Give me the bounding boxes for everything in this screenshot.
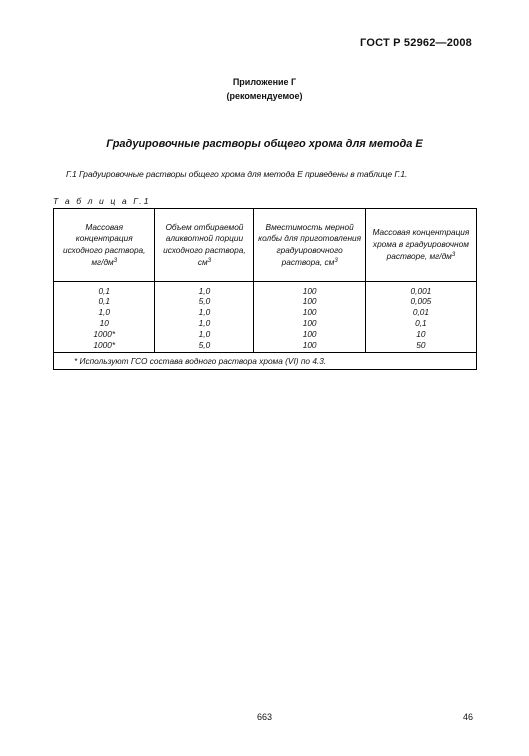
table-cell: 10	[416, 328, 426, 339]
table-cell: 1000*	[93, 339, 116, 350]
column-aliquot-volume-values	[155, 282, 254, 353]
standard-number: ГОСТ Р 52962—2008	[360, 37, 472, 49]
appendix-heading	[0, 75, 529, 103]
table-footnote: * Используют ГСО состава водного раствора хрома (VI) по 4.3.	[54, 353, 477, 370]
column-source-concentration-values	[54, 282, 155, 353]
table-cell: 0,001	[410, 285, 432, 296]
appendix-status: (рекомендуемое)	[226, 91, 303, 101]
column-flask-volume-values	[254, 282, 365, 353]
table-cell: 1,0	[98, 307, 110, 318]
table-cell: 1000*	[93, 328, 116, 339]
table-cell: 1,0	[198, 307, 211, 318]
table-cell: 100	[302, 339, 317, 350]
appendix-label: Приложение Г	[232, 77, 297, 87]
column-header-aliquot-volume: Объем отбираемой аликвотной порции исходного раствора, $см^3$	[155, 209, 254, 282]
table-cell: 5,0	[198, 296, 211, 307]
table-cell: 100	[302, 285, 317, 296]
table-values-row	[54, 282, 477, 353]
table-cell: 1,0	[198, 318, 211, 328]
table-caption: Т а б л и ц а Г.1	[53, 196, 151, 206]
column-header-result-concentration: Массовая концентрация хрома в градуировочном растворе, $мг/дм^3$	[365, 209, 476, 282]
table-footnote-row	[54, 353, 477, 370]
table-cell: 100	[302, 307, 317, 318]
intro-paragraph: Г.1 Градуировочные растворы общего хрома для метода Е приведены в таблице Г.1.	[66, 169, 408, 179]
table-cell: 100	[302, 296, 317, 307]
table-cell: 100	[302, 318, 317, 328]
table-cell: 0,01	[412, 307, 429, 318]
column-header-flask-volume: Вместимость мерной колбы для приготовления градуировочного раствора, $см^3$	[254, 209, 365, 282]
sheet-number: 46	[462, 712, 473, 722]
table-cell: 5,0	[198, 339, 211, 350]
table-cell: 10	[99, 318, 109, 328]
section-title: Градуировочные растворы общего хрома для метода Е	[106, 138, 423, 150]
table-cell: 0,1	[415, 318, 427, 328]
column-result-concentration-values	[365, 282, 476, 353]
table-cell: 50	[416, 339, 426, 350]
column-header-source-concentration: Массовая концентрация исходного раствора, $мг/дм^3$	[54, 209, 155, 282]
page-number: 663	[256, 712, 273, 722]
table-cell: 1,0	[198, 285, 211, 296]
table-header-row	[54, 209, 477, 282]
table-cell: 0,005	[410, 296, 432, 307]
table-cell: 0,1	[98, 285, 110, 296]
table-cell: 0,1	[98, 296, 110, 307]
calibration-table	[53, 208, 477, 370]
table-cell: 100	[302, 328, 317, 339]
table-cell: 1,0	[198, 328, 211, 339]
